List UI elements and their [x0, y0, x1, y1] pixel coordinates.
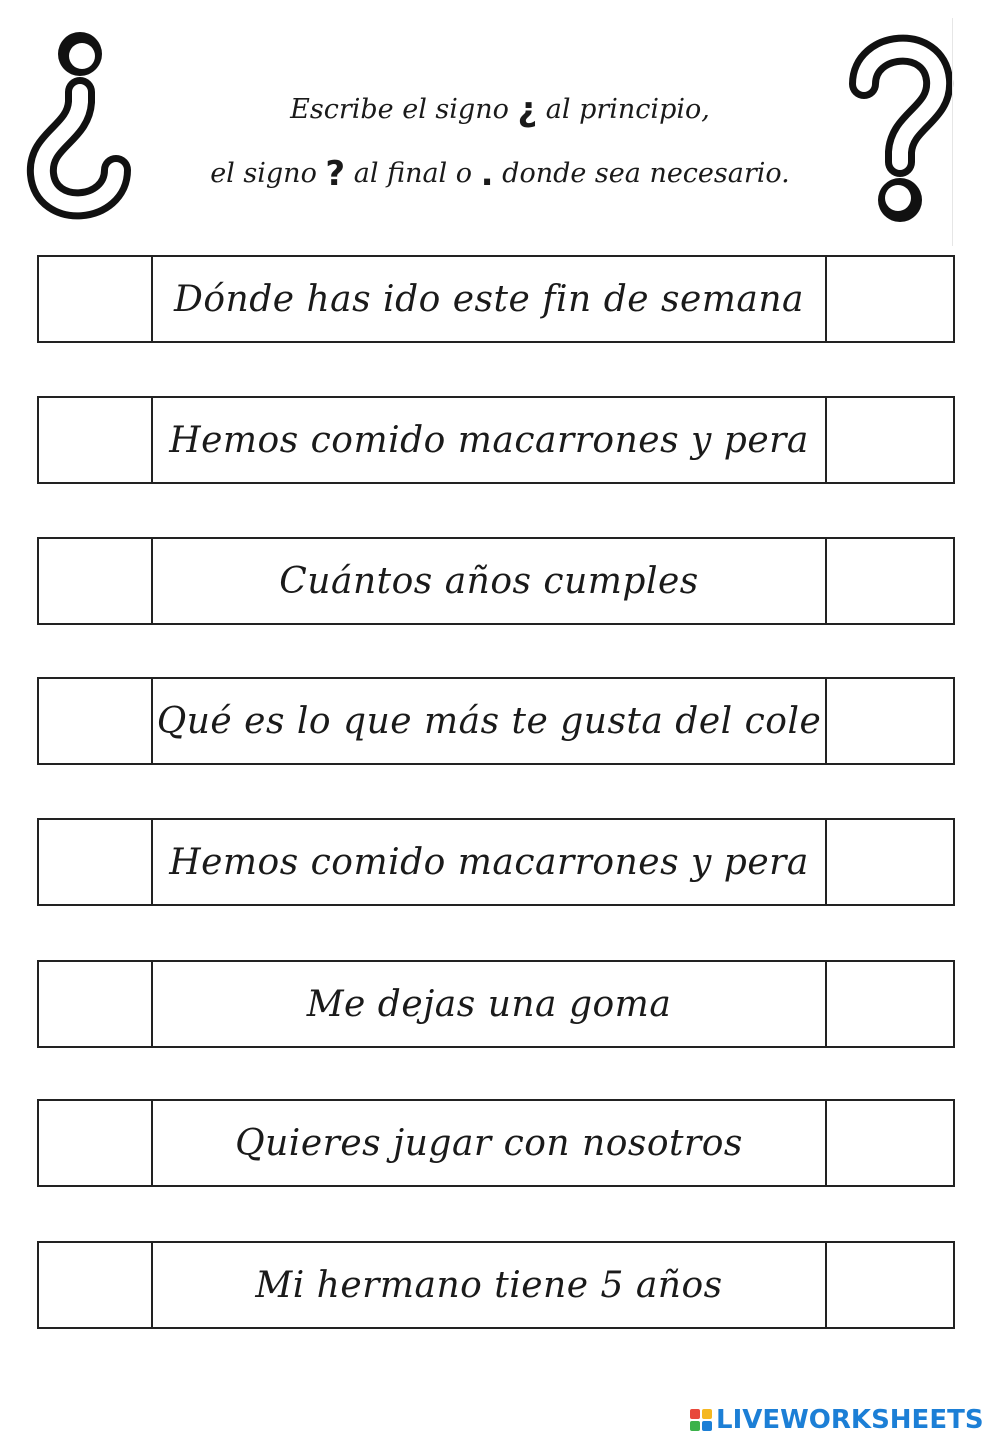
close-sign-input-box[interactable]	[825, 257, 953, 341]
sentence-text: Mi hermano tiene 5 años	[255, 1264, 723, 1306]
instruction-text: al principio,	[545, 94, 710, 125]
instruction-line-1	[150, 78, 850, 142]
sentence-row	[37, 396, 955, 484]
sentence-row	[37, 1099, 955, 1187]
close-sign-input-box[interactable]	[825, 539, 953, 623]
sentence-text: Cuántos años cumples	[279, 560, 699, 602]
close-sign-input-box[interactable]	[825, 679, 953, 763]
sentence-row	[37, 255, 955, 343]
sentence-row	[37, 537, 955, 625]
logo-square	[702, 1409, 712, 1419]
open-sign-input-box[interactable]	[39, 1101, 153, 1185]
period-symbol: .	[480, 154, 494, 194]
sentence-text: Dónde has ido este fin de semana	[173, 278, 805, 320]
instructions-text	[150, 78, 850, 206]
open-sign-input-box[interactable]	[39, 398, 153, 482]
sentence-row	[37, 1241, 955, 1329]
sentence-text: Hemos comido macarrones y pera	[169, 841, 809, 883]
header-divider	[952, 18, 953, 246]
logo-square	[702, 1421, 712, 1431]
open-sign-input-box[interactable]	[39, 1243, 153, 1327]
sentence-row	[37, 960, 955, 1048]
open-sign-input-box[interactable]	[39, 962, 153, 1046]
open-sign-input-box[interactable]	[39, 257, 153, 341]
sentence-row	[37, 677, 955, 765]
close-sign-input-box[interactable]	[825, 1243, 953, 1327]
liveworksheets-brand	[690, 1404, 984, 1436]
open-question-symbol: ¿	[517, 90, 538, 130]
instruction-line-2	[150, 142, 850, 206]
close-sign-input-box[interactable]	[825, 962, 953, 1046]
instruction-text: Escribe el signo	[290, 94, 509, 125]
instruction-text: donde sea necesario.	[502, 158, 790, 189]
close-sign-input-box[interactable]	[825, 820, 953, 904]
logo-square	[690, 1421, 700, 1431]
brand-name: LIVEWORKSHEETS	[716, 1405, 984, 1435]
open-sign-input-box[interactable]	[39, 539, 153, 623]
close-question-symbol: ?	[325, 154, 346, 194]
inverted-question-mark-icon	[24, 22, 139, 232]
sentence-text: Quieres jugar con nosotros	[235, 1122, 743, 1164]
logo-square	[690, 1409, 700, 1419]
sentence-text: Qué es lo que más te gusta del cole	[156, 700, 822, 742]
instruction-text: al final o	[353, 158, 473, 189]
sentence-text: Me dejas una goma	[306, 983, 672, 1025]
open-sign-input-box[interactable]	[39, 679, 153, 763]
sentence-row	[37, 818, 955, 906]
worksheet-header	[0, 0, 1000, 245]
question-mark-icon	[842, 22, 957, 232]
sentence-text: Hemos comido macarrones y pera	[169, 419, 809, 461]
close-sign-input-box[interactable]	[825, 1101, 953, 1185]
liveworksheets-logo-icon	[690, 1409, 712, 1431]
instruction-text: el signo	[210, 158, 317, 189]
close-sign-input-box[interactable]	[825, 398, 953, 482]
open-sign-input-box[interactable]	[39, 820, 153, 904]
